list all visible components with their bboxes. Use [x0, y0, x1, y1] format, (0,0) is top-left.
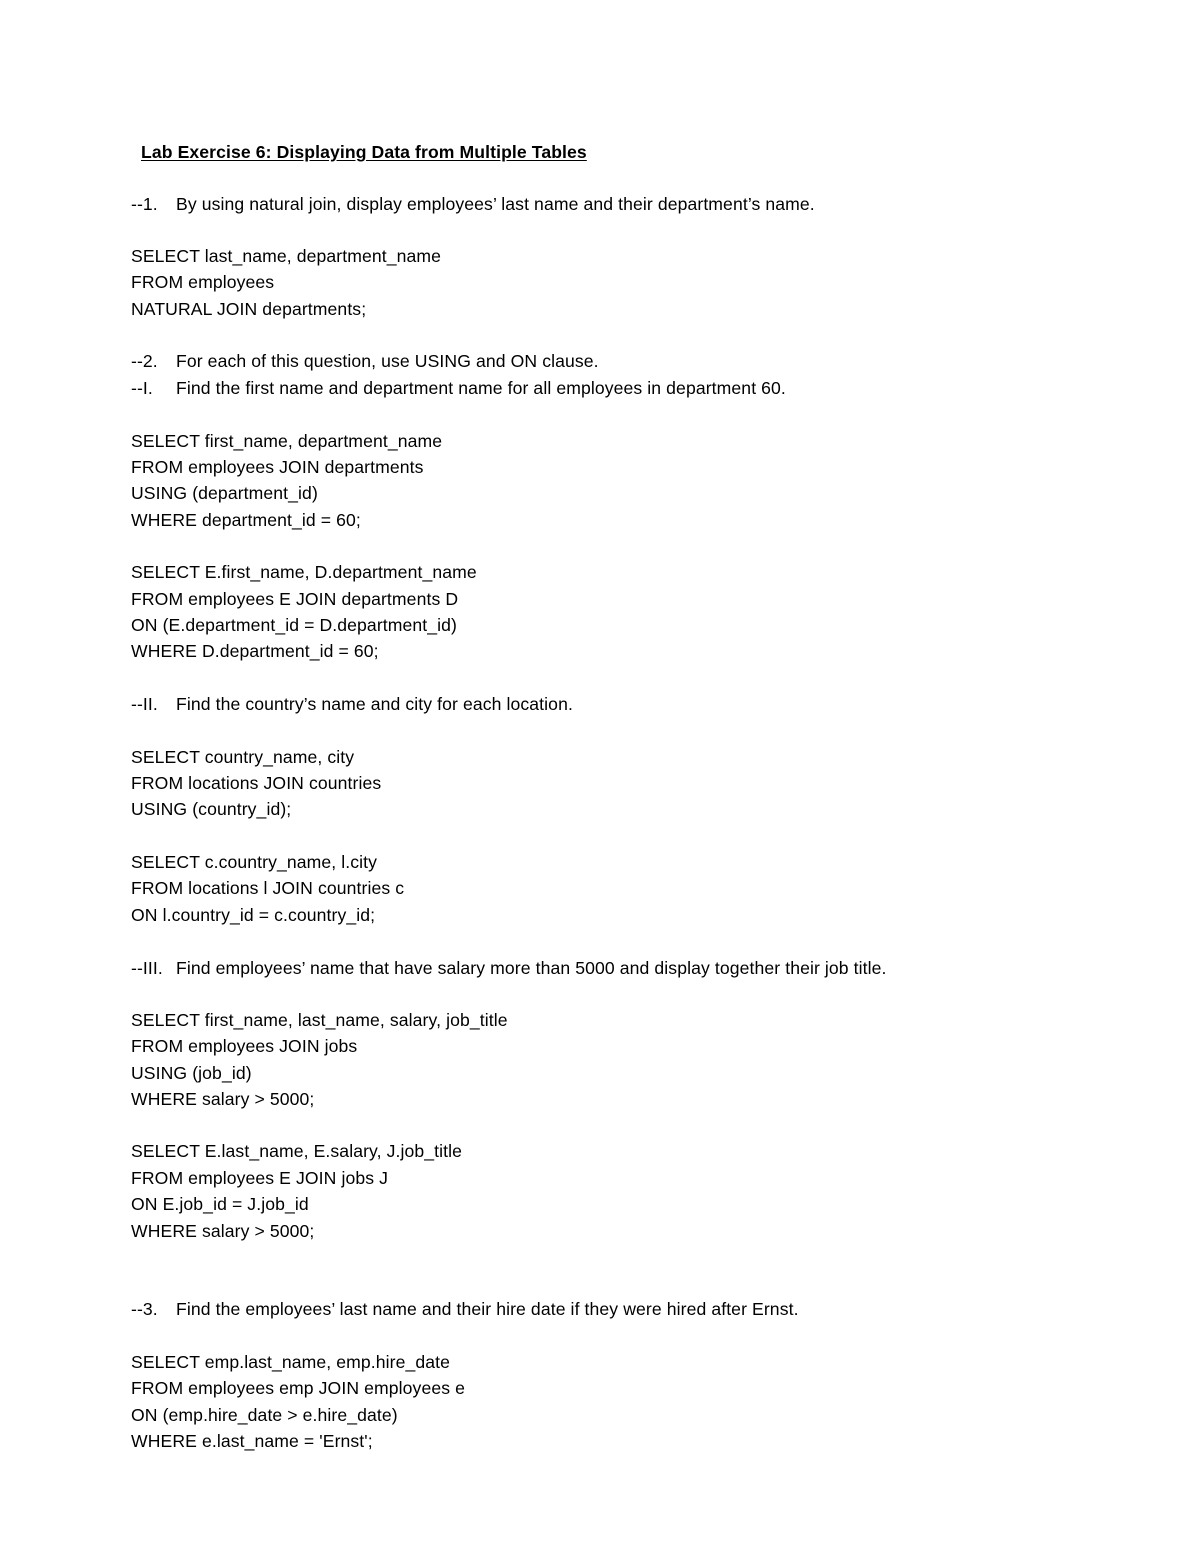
question-number: --1. [131, 194, 158, 214]
sql-line: WHERE D.department_id = 60; [131, 641, 379, 661]
sql-line: SELECT E.last_name, E.salary, J.job_title [131, 1141, 463, 1161]
sql-line: SELECT last_name, department_name [131, 246, 442, 266]
question-text: Find the employees’ last name and their hire date if they were hired after Ernst. [176, 1299, 799, 1319]
sql-line: ON E.job_id = J.job_id [131, 1194, 309, 1214]
sql-line: WHERE e.last_name = 'Ernst'; [131, 1431, 373, 1451]
sql-line: WHERE salary > 5000; [131, 1089, 315, 1109]
sql-line: SELECT emp.last_name, emp.hire_date [131, 1352, 451, 1372]
sql-line: ON l.country_id = c.country_id; [131, 905, 376, 925]
sql-line: SELECT E.first_name, D.department_name [131, 562, 477, 582]
sql-line: SELECT first_name, department_name [131, 431, 443, 451]
sql-line: FROM employees JOIN jobs [131, 1036, 358, 1056]
sql-line: FROM locations l JOIN countries c [131, 878, 405, 898]
sql-line: FROM employees emp JOIN employees e [131, 1378, 465, 1398]
page-title: Lab Exercise 6: Displaying Data from Multiple Tables [141, 142, 587, 162]
question-text: For each of this question, use USING and ON clause. [176, 351, 599, 371]
sub-question-2 [131, 693, 573, 715]
sql-line: WHERE salary > 5000; [131, 1221, 315, 1241]
sub-question-text: Find the first name and department name for all employees in department 60. [176, 378, 786, 398]
question-number: --2. [131, 351, 158, 371]
sql-line: USING (country_id); [131, 799, 292, 819]
question-3 [131, 1298, 799, 1320]
sql-line: FROM employees JOIN departments [131, 457, 424, 477]
sql-line: SELECT country_name, city [131, 747, 355, 767]
sql-line: USING (job_id) [131, 1063, 252, 1083]
sub-question-3 [131, 957, 887, 979]
sql-line: USING (department_id) [131, 483, 318, 503]
sql-line: SELECT c.country_name, l.city [131, 852, 378, 872]
sql-line: FROM employees [131, 272, 275, 292]
sql-line: FROM employees E JOIN jobs J [131, 1168, 388, 1188]
sub-question-number: --II. [131, 694, 158, 714]
sql-line: ON (E.department_id = D.department_id) [131, 615, 458, 635]
sql-line: NATURAL JOIN departments; [131, 299, 367, 319]
sub-question-number: --I. [131, 378, 153, 398]
sub-question-number: --III. [131, 958, 163, 978]
sql-line: WHERE department_id = 60; [131, 510, 361, 530]
sql-line: FROM locations JOIN countries [131, 773, 382, 793]
sub-question-text: Find the country’s name and city for each location. [176, 694, 573, 714]
question-number: --3. [131, 1299, 158, 1319]
question-text: By using natural join, display employees’ last name and their department’s name. [176, 194, 815, 214]
sub-question-text: Find employees’ name that have salary more than 5000 and display together their job title. [176, 958, 887, 978]
sql-line: ON (emp.hire_date > e.hire_date) [131, 1405, 398, 1425]
sub-question-1 [131, 377, 786, 399]
question-1 [131, 193, 815, 215]
question-2 [131, 350, 599, 372]
sql-line: FROM employees E JOIN departments D [131, 589, 459, 609]
sql-line: SELECT first_name, last_name, salary, job_title [131, 1010, 508, 1030]
